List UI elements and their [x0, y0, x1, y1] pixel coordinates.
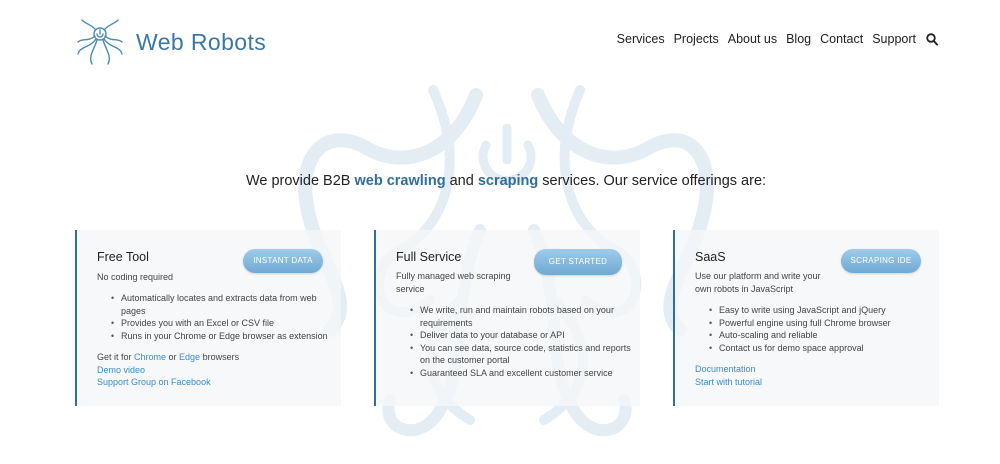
list-item: • Auto-scaling and reliable	[695, 329, 935, 342]
search-icon[interactable]	[926, 32, 938, 46]
card-title: SaaS	[695, 250, 726, 264]
scraping-ide-button[interactable]: SCRAPING IDE	[841, 249, 921, 273]
list-item: • Guaranteed SLA and excellent customer service	[396, 367, 636, 380]
site-header	[0, 0, 1000, 80]
intro-after: services. Our service offerings are:	[538, 173, 767, 189]
documentation-link[interactable]: Documentation	[695, 364, 756, 374]
card-title: Free Tool	[97, 250, 149, 264]
list-item: • Powerful engine using full Chrome browser	[695, 317, 935, 330]
octopus-logo-icon	[74, 16, 126, 68]
list-item: • We write, run and maintain robots based on your requirements	[396, 304, 636, 329]
intro-before: We provide B2B	[245, 173, 355, 189]
card-saas	[673, 230, 939, 406]
get-it-line	[97, 351, 239, 364]
card-links	[695, 363, 762, 388]
nav-item-support[interactable]: Support	[872, 32, 916, 46]
main-nav	[608, 32, 938, 46]
get-it-prefix: Get it for	[97, 352, 135, 362]
instant-data-button[interactable]: INSTANT DATA	[243, 249, 323, 273]
intro-highlight-web-crawling: web crawling	[354, 173, 446, 189]
tutorial-link[interactable]: Start with tutorial	[695, 376, 763, 387]
facebook-support-link[interactable]: Support Group on Facebook	[97, 377, 211, 388]
list-item: • Easy to write using JavaScript and jQuery	[695, 304, 935, 317]
nav-item-contact[interactable]: Contact	[820, 32, 864, 46]
card-subtitle: No coding required	[97, 272, 174, 282]
nav-item-projects[interactable]: Projects	[673, 32, 719, 46]
card-free-tool	[75, 230, 341, 406]
demo-video-link[interactable]: Demo video	[97, 364, 146, 375]
feature-list	[396, 304, 636, 379]
get-it-or: or	[166, 352, 180, 362]
list-item: • Contact us for demo space approval	[695, 342, 935, 355]
intro-highlight-scraping: scraping	[477, 173, 539, 189]
logo[interactable]	[74, 16, 266, 68]
feature-list	[695, 304, 935, 354]
logo-text: Web Robots	[136, 28, 267, 55]
list-item: • You can see data, source code, statistics and reports on the customer portal	[396, 342, 636, 367]
chrome-link[interactable]: Chrome	[134, 352, 167, 362]
card-subtitle: Use our platform and write your own robots in JavaScript	[695, 271, 821, 294]
get-it-suffix: browsers	[200, 352, 240, 362]
card-title: Full Service	[396, 250, 462, 264]
list-item: • Automatically locates and extracts data from web pages	[97, 292, 337, 317]
get-started-button[interactable]: GET STARTED	[534, 249, 622, 275]
edge-link[interactable]: Edge	[179, 352, 201, 362]
card-subtitle: Fully managed web scraping service	[396, 271, 511, 294]
list-item: • Deliver data to your database or API	[396, 329, 636, 342]
nav-item-services[interactable]: Services	[616, 32, 665, 46]
card-links	[97, 351, 239, 389]
card-full-service	[374, 230, 640, 406]
list-item: • Provides you with an Excel or CSV file	[97, 317, 337, 330]
nav-item-blog[interactable]: Blog	[786, 32, 812, 46]
list-item: • Runs in your Chrome or Edge browser as extension	[97, 330, 337, 343]
feature-list	[97, 292, 337, 342]
nav-item-about-us[interactable]: About us	[727, 32, 778, 46]
intro-text	[0, 173, 1000, 189]
intro-mid: and	[445, 173, 478, 189]
